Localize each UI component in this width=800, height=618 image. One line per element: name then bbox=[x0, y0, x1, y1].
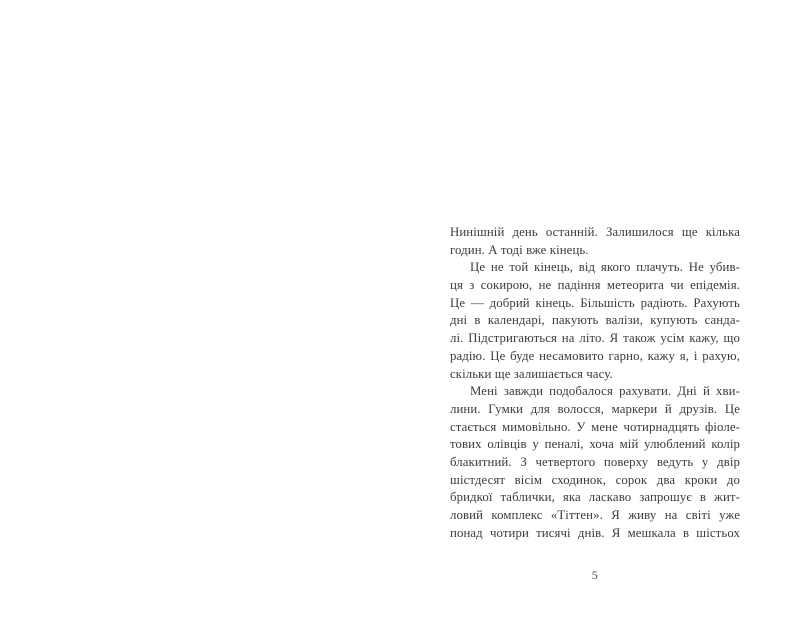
text-line: шістдесят вісім сходинок, сорок два кроки до bbox=[450, 472, 740, 487]
text-line: бридкої таблички, яка ласкаво запрошує в жит- bbox=[450, 490, 740, 505]
text-line: скільки ще залишається часу. bbox=[450, 366, 613, 381]
text-line: лі. Підстригаються на літо. Я також усім кажу, що bbox=[450, 331, 740, 346]
text-line: блакитний. З четвертого поверху ведуть у двір bbox=[450, 454, 740, 469]
text-line: ловий комплекс «Тіттен». Я живу на світі уже bbox=[450, 508, 740, 522]
text-line: годин. А тоді вже кінець. bbox=[450, 242, 589, 257]
text-line: Мені завжди подобалося рахувати. Дні й хви- bbox=[470, 384, 740, 399]
text-line: стається мимовільно. У мене чотирнадцять фіоле- bbox=[450, 419, 740, 434]
text-line: тових олівців у пеналі, хоча мій улюблений колір bbox=[450, 437, 740, 452]
text-line: ця з сокирою, не падіння метеорита чи епідемія. bbox=[450, 278, 740, 293]
text-line: Це — добрий кінець. Більшість радіють. Рахують bbox=[450, 295, 740, 310]
text-line: понад чотири тисячі днів. Я мешкала в шістьох bbox=[450, 525, 740, 540]
text-line: Нинішній день останній. Залишилося ще кілька bbox=[450, 225, 740, 239]
page-number: 5 bbox=[591, 568, 599, 582]
text-line: дні в календарі, пакують валізи, купують санда- bbox=[450, 313, 740, 328]
body-text-column bbox=[450, 224, 740, 542]
text-line: лини. Гумки для волосся, маркери й друзів. Це bbox=[450, 401, 740, 416]
text-line: радію. Це буде несамовито гарно, кажу я, і рахую, bbox=[450, 348, 740, 363]
text-line: Це не той кінець, від якого плачуть. Не убив- bbox=[470, 260, 740, 275]
